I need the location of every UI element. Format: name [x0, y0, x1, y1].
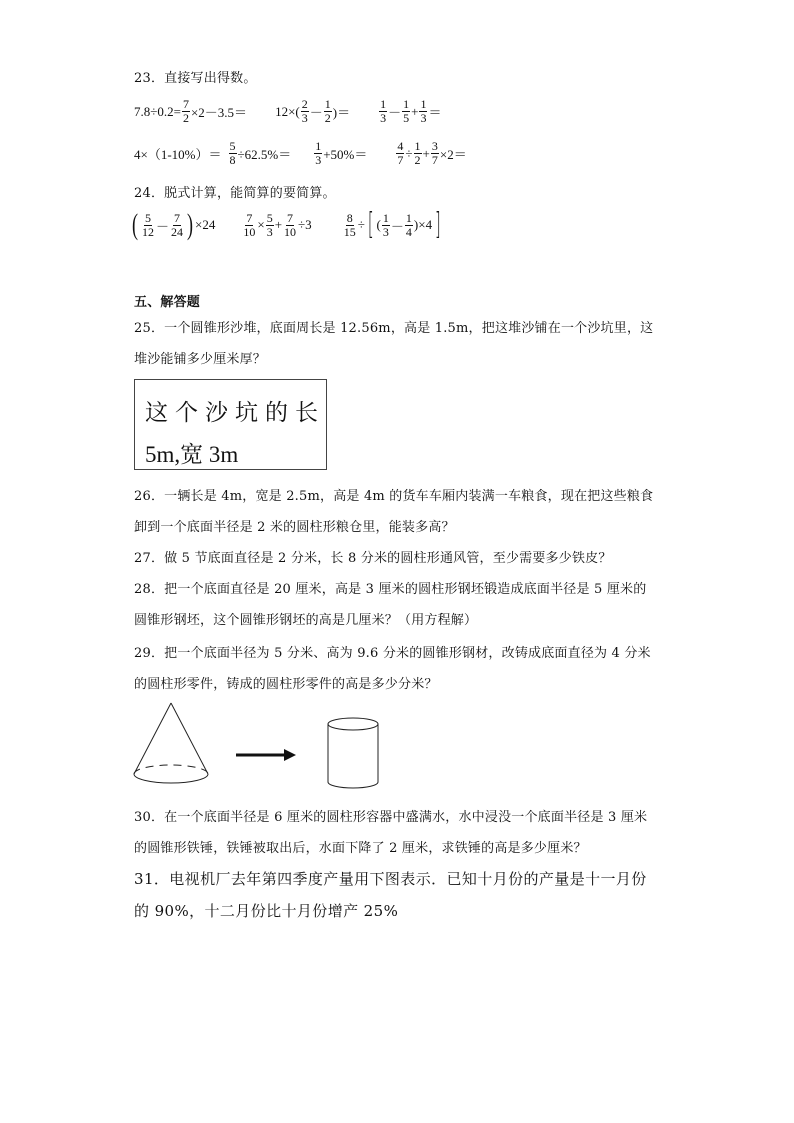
bracket: ] — [435, 207, 441, 242]
q28-line2: 圆锥形钢坯，这个圆锥形钢坯的高是几厘米？（用方程解） — [134, 613, 478, 628]
operator: ÷3 — [298, 217, 312, 232]
cone-icon — [134, 703, 208, 783]
fraction: $\frac{5}{8}$ — [229, 139, 236, 167]
operator: － — [390, 218, 404, 234]
operator: ( — [376, 217, 381, 232]
q23-r2-a: 4×（1-10%）＝ — [134, 147, 222, 162]
q23-r2-c-rest: +50%＝ — [323, 147, 368, 162]
q23-r1-a: 7.8÷0.2= — [134, 103, 181, 119]
operator: )＝ — [332, 105, 351, 120]
q23-r2-b-rest: ÷62.5%＝ — [237, 147, 292, 162]
q25-line1: 25．一个圆锥形沙堆，底面周长是 12.56m，高是 1.5m，把这堆沙铺在一个沙坑里，这 — [134, 321, 654, 336]
operator: － — [388, 105, 402, 120]
fraction: $\frac{1}{3}$ — [420, 97, 427, 125]
operator: × — [257, 217, 265, 232]
q23-row1 — [134, 98, 441, 125]
q30-line1: 30．在一个底面半径是 6 厘米的圆柱形容器中盛满水，水中浸没一个底面半径是 3 厘米 — [134, 810, 648, 825]
operator: ×24 — [195, 217, 216, 232]
fraction: $\frac{1}{2}$ — [324, 97, 331, 125]
q23-row2 — [134, 140, 467, 167]
operator: ÷ — [405, 145, 413, 161]
fraction: $\frac{1}{3}$ — [380, 97, 387, 125]
q23-r1-b-rest: ×2－3.5＝ — [190, 105, 248, 120]
q23-title: 23．直接写出得数。 — [134, 71, 257, 86]
fraction: $\frac{7}{10}$ — [284, 210, 297, 239]
fraction: $\frac{7}{2}$ — [182, 97, 189, 125]
fraction: $\frac{5}{3}$ — [266, 210, 273, 239]
cylinder-icon — [328, 718, 378, 788]
fraction: $\frac{1}{4}$ — [405, 210, 412, 239]
operator: ×2＝ — [439, 147, 467, 162]
fraction: $\frac{1}{3}$ — [382, 210, 389, 239]
q31-line2: 的 90%，十二月份比十月份增产 25% — [134, 902, 399, 920]
section-heading: 五、解答题 — [134, 295, 201, 310]
q28-line1: 28．把一个底面直径是 20 厘米，高是 3 厘米的圆柱形钢坯锻造成底面半径是 5 厘米的 — [134, 582, 647, 597]
q31-line1: 31．电视机厂去年第四季度产量用下图表示．已知十月份的产量是十一月份 — [134, 870, 647, 888]
fraction: $\frac{2}{3}$ — [301, 97, 308, 125]
operator: ÷ — [357, 217, 365, 232]
sandpit-info-box — [134, 379, 327, 470]
fraction: $\frac{1}{3}$ — [315, 139, 322, 167]
q27-line1: 27．做 5 节底面直径是 2 分米，长 8 分米的圆柱形通风管，至少需要多少铁皮？ — [134, 551, 612, 566]
operator: － — [156, 218, 170, 234]
bracket: [ — [367, 207, 374, 242]
fraction: $\frac{3}{7}$ — [431, 139, 438, 167]
q25-line2: 堆沙能铺多少厘米厚？ — [134, 352, 267, 367]
operator: － — [309, 105, 323, 120]
operator: )×4 — [413, 217, 433, 232]
paren: ( — [132, 208, 138, 241]
operator: + — [411, 103, 419, 119]
box-line2: 5m,宽 3m — [145, 442, 239, 467]
operator: ＝ — [428, 105, 442, 120]
q23-r1-c-pre: 12×( — [275, 103, 300, 119]
q24-title: 24．脱式计算，能简算的要简算。 — [134, 186, 336, 201]
fraction: $\frac{7}{10}$ — [243, 210, 256, 239]
cone-to-cylinder-figure — [126, 700, 396, 795]
arrow-icon — [236, 749, 296, 761]
fraction: $\frac{7}{24}$ — [171, 210, 184, 239]
q29-line1: 29．把一个底面半径为 5 分米、高为 9.6 分米的圆锥形钢材，改铸成底面直径为 4 分米 — [134, 646, 651, 661]
fraction: $\frac{5}{12}$ — [142, 210, 154, 239]
box-line1: 这个沙坑的长 — [145, 400, 325, 426]
fraction: $\frac{4}{7}$ — [397, 139, 404, 167]
fraction: $\frac{1}{2}$ — [414, 139, 421, 167]
q26-line2: 卸到一个底面半径是 2 米的圆柱形粮仓里，能装多高？ — [134, 520, 455, 535]
fraction: $\frac{1}{5}$ — [403, 97, 410, 125]
q24-expressions — [130, 207, 444, 242]
paren: ) — [187, 208, 194, 241]
fraction: $\frac{8}{15}$ — [343, 210, 356, 239]
operator: + — [274, 217, 283, 232]
q29-line2: 的圆柱形零件，铸成的圆柱形零件的高是多少分米？ — [134, 677, 438, 692]
q30-line2: 的圆锥形铁锤，铁锤被取出后，水面下降了 2 厘米，求铁锤的高是多少厘米？ — [134, 841, 587, 856]
q26-line1: 26．一辆长是 4m，宽是 2.5m，高是 4m 的货车车厢内装满一车粮食，现在把这些粮食 — [134, 489, 654, 504]
operator: + — [422, 145, 430, 161]
